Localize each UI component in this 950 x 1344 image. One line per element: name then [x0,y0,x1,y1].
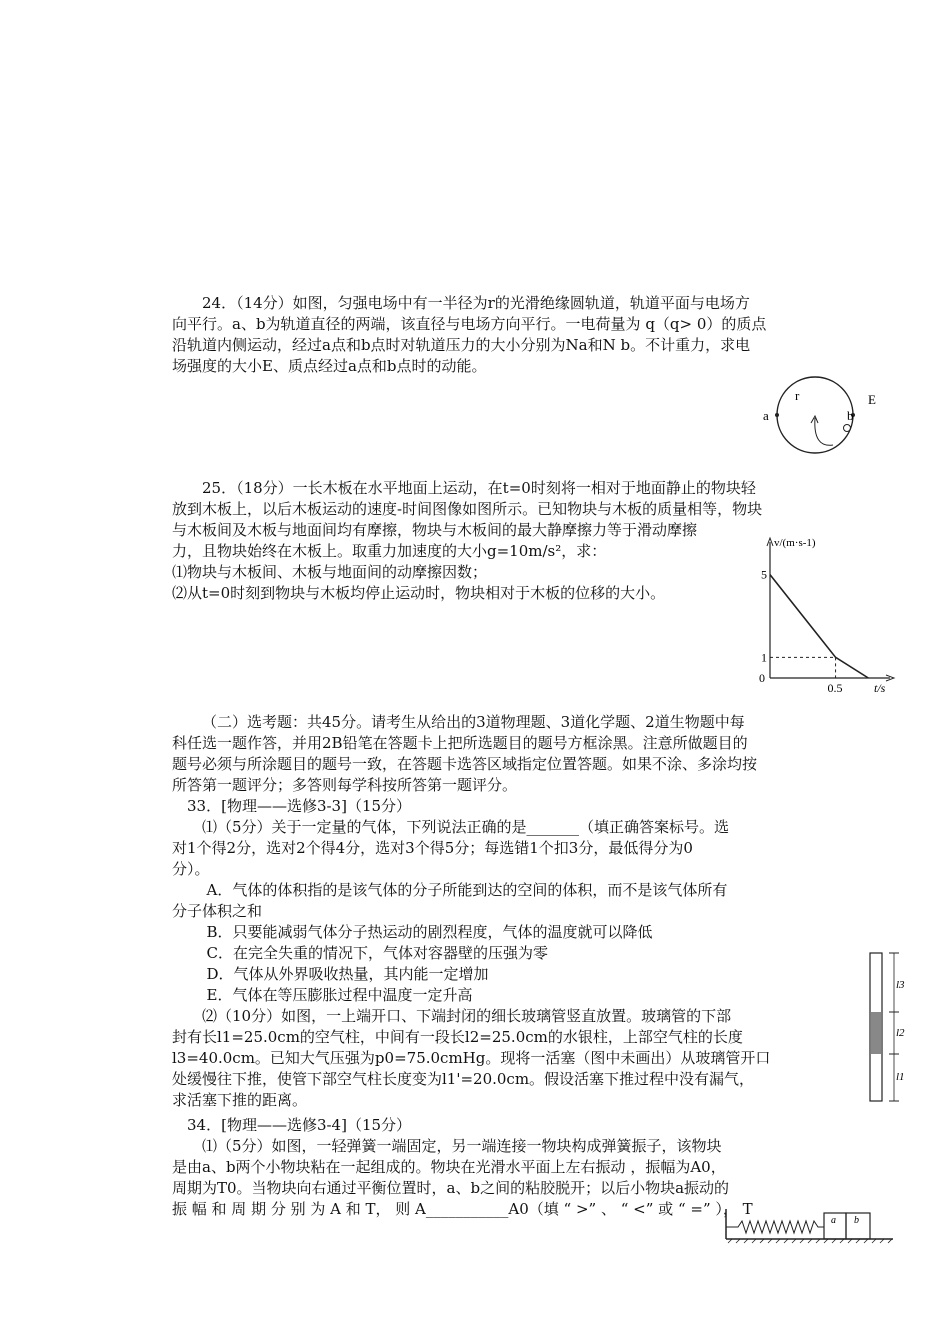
y-tick-label: 0 [759,671,765,685]
q25-line: 力，且物块始终在木板上。取重力加速度的大小g=10m/s²，求： [172,542,607,560]
q33-part1-line: 分）。 [172,860,210,878]
q25-line: ⑵从t=0时刻到物块与木板均停止运动时，物块相对于木板的位移的大小。 [172,584,666,602]
q33-part2-line: 处缓慢往下推，使管下部空气柱长度变为l1'=20.0cm。假设活塞下推过程中没有漏气， [172,1070,755,1088]
q33-part2-line: 封有长l1=25.0cm的空气柱，中间有一段长l2=25.0cm的水银柱，上部空气柱的长度 [172,1028,743,1046]
q34-line: 周期为T0。当物块向右通过平衡位置时，a、b之间的粘胶脱开；以后小物块a振动的 [172,1179,730,1197]
spring-icon [726,1221,824,1233]
y-tick-label: 5 [761,567,767,582]
q34-line: ⑴（5分）如图，一轻弹簧一端固定，另一端连接一物块构成弹簧振子，该物块 [202,1137,722,1155]
q33-part1-line: ⑴（5分）关于一定量的气体，下列说法正确的是_______（填正确答案标号。选 [202,818,730,836]
label-l1: l1 [896,1071,905,1083]
q34-line: 是由a、b两个小物块粘在一起组成的。物块在光滑水平面上左右振动 ，振幅为A0， [172,1158,726,1176]
label-E: E [868,392,876,407]
spring-oscillator-figure [718,1205,898,1250]
q33-title: 33．[物理——选修3-3]（15分） [187,797,412,815]
q33-part1-line: 对1个得2分，选对2个得4分，选对3个得5分；每选错1个扣3分，最低得分为0 [172,839,693,857]
section2-text [172,712,812,796]
q24-line: 向平行。a、b为轨道直径的两端，该直径与电场方向平行。一电荷量为 q（q> 0）的质点 [172,315,767,333]
y-tick-label: 1 [761,650,767,665]
q33-option-e: E．气体在等压膨胀过程中温度一定升高 [206,986,473,1004]
q33-option-a: A．气体的体积指的是该气体的分子所能到达的空间的体积，而不是该气体所有 [206,881,728,899]
q25-line: ⑴物块与木板间、木板与地面间的动摩擦因数； [172,563,488,581]
q33-part2-line: 求活塞下推的距离。 [172,1091,308,1109]
q33-text [172,796,812,1111]
x-axis-label: t/s [874,681,886,695]
mercury-column [871,1012,881,1054]
section2-line: 所答第一题评分；多答则每学科按所答第一题评分。 [172,776,518,794]
particle-icon [844,425,851,432]
label-block-a: a [831,1215,836,1226]
x-tick-label: 0.5 [827,681,843,695]
y-axis-label: v/(m·s-1) [774,537,816,549]
label-block-b: b [854,1215,859,1226]
q25-text [172,478,812,604]
q34-text [172,1115,812,1220]
q24-line: 场强度的大小E、质点经过a点和b点时的动能。 [172,357,487,375]
q33-part2-line: l3=40.0cm。已知大气压强为p0=75.0cmHg。现将一活塞（图中未画出）从玻璃管开口 [172,1049,771,1067]
section2-line: （二）选考题：共45分。请考生从给出的3道物理题、3道化学题、2道生物题中每 [202,713,745,731]
circular-track-figure [755,370,890,465]
velocity-time-chart [750,530,900,695]
point-a-dot [775,413,779,417]
q34-title: 34．[物理——选修3-4]（15分） [187,1116,412,1134]
velocity-series-line [770,575,868,678]
glass-tube-figure [862,950,912,1105]
q25-line: 放到木板上，以后木板运动的速度-时间图像如图所示。已知物块与木板的质量相等，物块 [172,500,763,518]
q33-option-b: B．只要能减弱气体分子热运动的剧烈程度，气体的温度就可以降低 [206,923,653,941]
label-a: a [763,408,769,423]
q25-line: 25．（18分）一长木板在水平地面上运动，在t=0时刻将一相对于地面静止的物块轻 [202,479,756,497]
section2-line: 题号必须与所涂题目的题号一致，在答题卡选答区域指定位置答题。如果不涂、多涂均按 [172,755,758,773]
q33-option-a-cont: 分子体积之和 [172,902,263,920]
label-l3: l3 [896,979,905,991]
q33-part2-line: ⑵（10分）如图，一上端开口、下端封闭的细长玻璃管竖直放置。玻璃管的下部 [202,1007,732,1025]
q24-line: 24．（14分）如图，匀强电场中有一半径为r的光滑绝缘圆轨道，轨道平面与电场方 [202,294,750,312]
q25-line: 与木板间及木板与地面间均有摩擦，物块与木板间的最大静摩擦力等于滑动摩擦 [172,521,698,539]
q24-line: 沿轨道内侧运动，经过a点和b点时对轨道压力的大小分别为Na和N b。不计重力，求电 [172,336,751,354]
label-r: r [795,388,800,403]
section2-line: 科任选一题作答，并用2B铅笔在答题卡上把所选题目的题号方框涂黑。注意所做题目的 [172,734,748,752]
q33-option-d: D．气体从外界吸收热量，其内能一定增加 [206,965,489,983]
q34-line: 振 幅 和 周 期 分 别 为 A 和 T， 则 A___________A0（填 “ >” 、 “ <” 或 “ =” ）， T [172,1200,753,1218]
q24-text [172,293,812,377]
label-b: b [847,408,854,423]
q33-option-c: C．在完全失重的情况下，气体对容器壁的压强为零 [206,944,548,962]
label-l2: l2 [896,1027,905,1039]
